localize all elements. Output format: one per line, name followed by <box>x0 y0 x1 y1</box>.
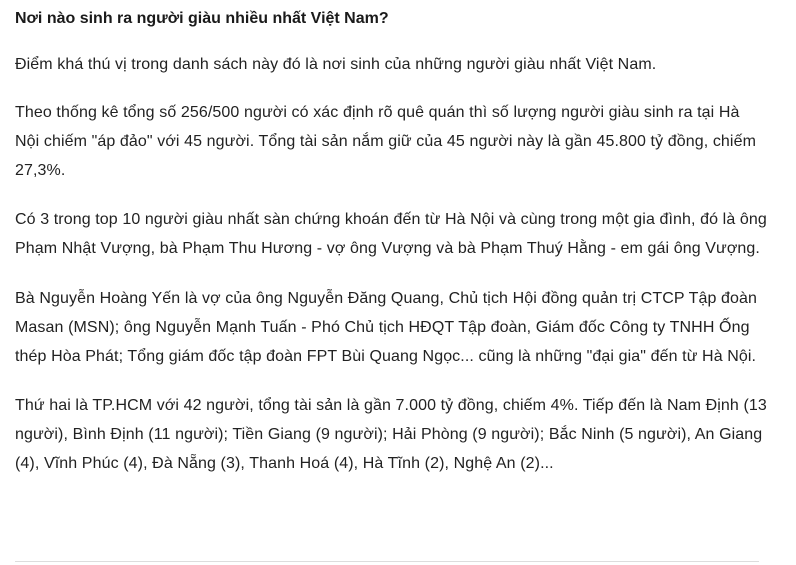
paragraph-hanoi-tycoons: Bà Nguyễn Hoàng Yến là vợ của ông Nguyễn Đăng Quang, Chủ tịch Hội đồng quản trị CTCP Tập đoàn Masan (MSN); ông Nguyễn Mạnh Tuấn - Phó Chủ tịch HĐQT Tập đoàn, Giám đốc Công ty TNHH Ống thép Hòa Phát; Tổng giám đốc tập đoàn FPT Bùi Quang Ngọc... cũng là những "đại gia" đến từ Hà Nội. <box>15 290 758 365</box>
article-heading: Nơi nào sinh ra người giàu nhiều nhất Việt Nam? <box>15 10 389 27</box>
article-body <box>15 0 767 478</box>
bottom-divider <box>15 561 759 562</box>
paragraph-hanoi-stats: Theo thống kê tổng số 256/500 người có xác định rõ quê quán thì số lượng người giàu sinh ra tại Hà Nội chiếm "áp đảo" với 45 người. Tổng tài sản nắm giữ của 45 người này là gần 45.800 tỷ đồng, chiếm 27,3%. <box>15 104 756 179</box>
paragraph-top10-family: Có 3 trong top 10 người giàu nhất sàn chứng khoán đến từ Hà Nội và cùng trong một gia đình, đó là ông Phạm Nhật Vượng, bà Phạm Thu Hương - vợ ông Vượng và bà Phạm Thuý Hằng - em gái ông Vượng. <box>15 211 767 257</box>
paragraph-intro: Điểm khá thú vị trong danh sách này đó là nơi sinh của những người giàu nhất Việt Nam. <box>15 56 657 73</box>
paragraph-other-provinces: Thứ hai là TP.HCM với 42 người, tổng tài sản là gần 7.000 tỷ đồng, chiếm 4%. Tiếp đến là Nam Định (13 người), Bình Định (11 người); Tiền Giang (9 người); Hải Phòng (9 người); Bắc Ninh (5 người), An Giang (4), Vĩnh Phúc (4), Đà Nẵng (3), Thanh Hoá (4), Hà Tĩnh (2), Nghệ An (2)... <box>15 397 767 472</box>
